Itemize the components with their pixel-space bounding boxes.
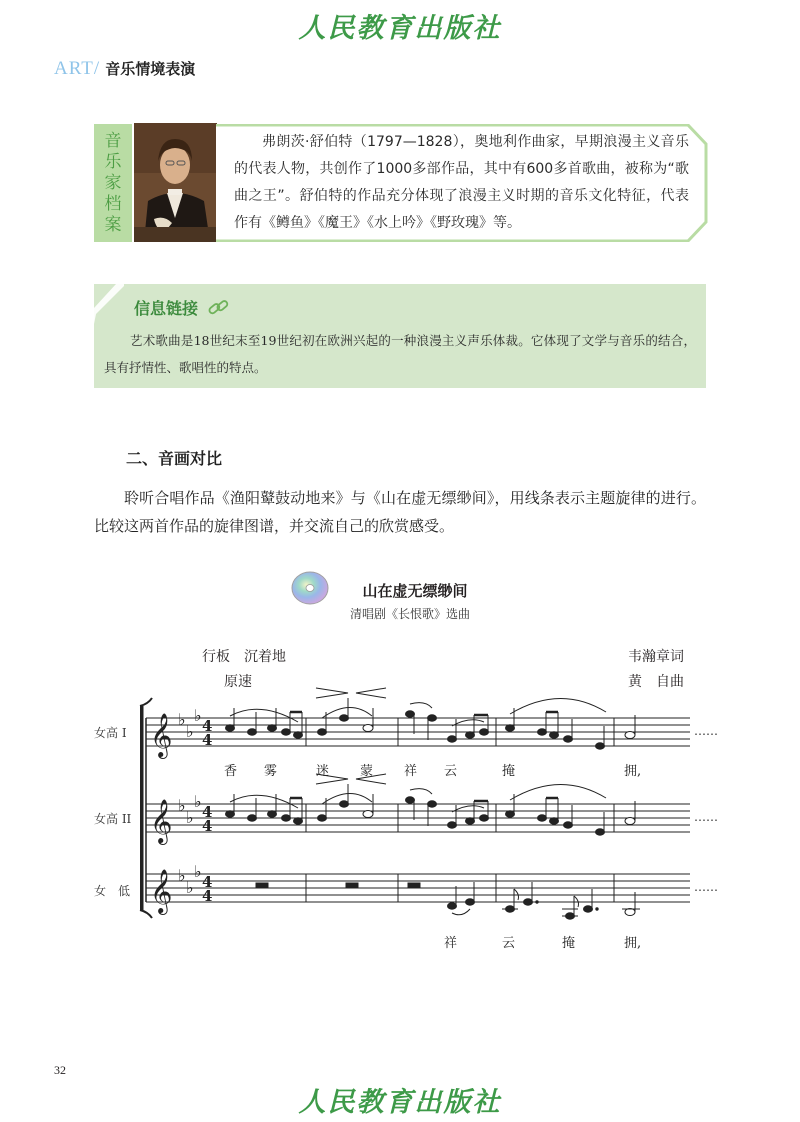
lyric-s1-2: 雾: [264, 764, 278, 779]
musician-bio: 弗朗茨·舒伯特（1797—1828），奥地利作曲家，早期浪漫主义音乐的代表人物，共创作了1000多部作品，其中有600多首歌曲，被称为“歌曲之王”。舒伯特的作品充分体现了浪漫主义时期的音乐文化特征，代表作有《鳟鱼》《魔王》《水上吟》《野玫瑰》等。: [234, 134, 689, 231]
svg-text:4: 4: [202, 803, 213, 821]
song-subtitle: 清唱剧《长恨歌》选曲: [349, 607, 470, 621]
part-label-soprano-2: 女高 II: [94, 812, 132, 826]
treble-clef-1: 𝄞: [150, 713, 173, 757]
svg-text:♭: ♭: [194, 706, 202, 725]
staff-soprano-2: [146, 804, 690, 832]
svg-text:4: 4: [202, 817, 213, 835]
lyric-alto-3: 掩: [562, 936, 576, 951]
notes-soprano-2: [226, 774, 636, 835]
notes-soprano-1: [226, 688, 636, 749]
svg-text:♭: ♭: [186, 878, 194, 897]
svg-text:♭: ♭: [178, 796, 186, 815]
lyric-s1-8: 拥,: [624, 764, 642, 779]
lyric-s1-5: 祥: [404, 764, 418, 779]
publisher-logo-bottom: 人民教育出版社: [298, 1087, 502, 1118]
svg-text:4: 4: [202, 731, 213, 749]
continuation-3: ……: [694, 880, 718, 894]
treble-clef-3: 𝄞: [150, 869, 173, 913]
treble-clef-2: 𝄞: [150, 799, 173, 843]
svg-text:♭: ♭: [178, 710, 186, 729]
song-title: 山在虚无缥缈间: [362, 582, 468, 600]
lyric-alto-2: 云: [502, 936, 516, 951]
lyric-s1-6: 云: [444, 764, 458, 779]
tempo-marking: 行板 沉着地: [202, 649, 286, 665]
art-tag: ART/: [54, 58, 101, 79]
lyric-alto-1: 祥: [444, 936, 458, 951]
lyric-alto-4: 拥,: [624, 936, 642, 951]
publisher-logo-top: 人民教育出版社: [298, 13, 502, 44]
musician-file-tab-label: 音乐家档案: [104, 130, 122, 235]
svg-text:4: 4: [202, 717, 213, 735]
svg-text:♭: ♭: [186, 722, 194, 741]
continuation-1: ……: [694, 724, 718, 738]
svg-text:♭: ♭: [194, 792, 202, 811]
svg-text:♭: ♭: [186, 808, 194, 827]
svg-text:4: 4: [202, 873, 213, 891]
svg-text:♭: ♭: [194, 862, 202, 881]
part-label-alto: 女 低: [94, 884, 131, 898]
lyricist-credit: 韦瀚章词: [628, 649, 684, 665]
composer-credit: 黄 自曲: [628, 674, 684, 690]
info-link-title: 信息链接: [134, 299, 199, 318]
info-link-paragraph: 艺术歌曲是18世纪末至19世纪初在欧洲兴起的一种浪漫主义声乐体裁。它体现了文学与音乐的结合，具有抒情性、歌唱性的特点。: [104, 333, 696, 375]
chapter-title: 音乐情境表演: [105, 60, 196, 78]
lyric-s1-7: 掩: [502, 764, 516, 779]
continuation-2: ……: [694, 810, 718, 824]
section-heading: 二、音画对比: [126, 449, 223, 468]
lyric-s1-1: 香: [224, 764, 238, 779]
part-label-soprano-1: 女高 I: [94, 726, 127, 740]
staff-alto: [146, 874, 690, 902]
lyric-s1-4: 蒙: [360, 764, 374, 779]
staff-soprano-1: [146, 718, 690, 746]
svg-text:4: 4: [202, 887, 213, 905]
lyric-s1-3: 迷: [316, 764, 330, 779]
tempo-note: 原速: [224, 674, 252, 690]
svg-text:♭: ♭: [178, 866, 186, 885]
section-paragraph: 聆听合唱作品《渔阳鼙鼓动地来》与《山在虚无缥缈间》，用线条表示主题旋律的进行。比较这两首作品的旋律图谱，并交流自己的欣赏感受。: [94, 489, 706, 535]
page-number: 32: [54, 1063, 66, 1077]
